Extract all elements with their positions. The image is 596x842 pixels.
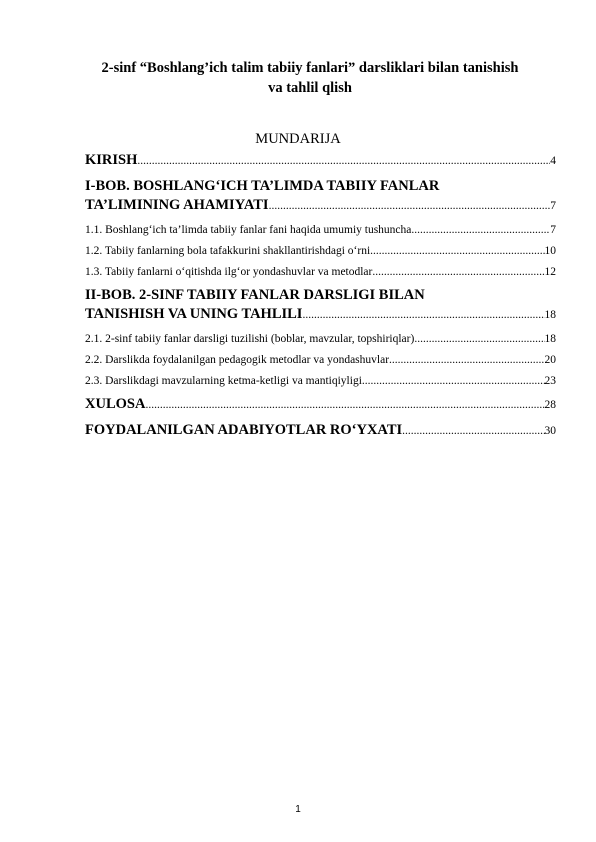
toc-page-number: 20 [544, 354, 556, 366]
toc-entry-title: 1.2. Tabiiy fanlarning bola tafakkurini shakllantirishdagi o‘rni [85, 245, 371, 257]
toc-page-number: 18 [544, 309, 556, 321]
toc-page-number: 12 [544, 266, 556, 278]
toc-page-number: 30 [544, 425, 556, 437]
toc-page-number: 10 [544, 245, 556, 257]
toc-leader-dots [402, 422, 544, 441]
toc-entry-title: 1.1. Boshlang‘ich ta’limda tabiiy fanlar fani haqida umumiy tushuncha [85, 224, 412, 236]
toc-leader-dots [145, 396, 544, 415]
toc-page-number: 7 [550, 224, 556, 236]
toc-entry-title: 1.3. Tabiiy fanlarni o‘qitishda ilg‘or yondashuvlar va metodlar [85, 266, 373, 278]
toc-entry-bob-1[interactable] [85, 177, 556, 216]
toc-entry-2-1[interactable] [85, 329, 556, 350]
document-title [70, 58, 550, 98]
toc-entry-title-line-1: I-BOB. BOSHLANG‘ICH TA’LIMDA TABIIY FANLAR [85, 178, 440, 194]
page-number: 1 [295, 804, 301, 815]
toc-entry-title-line-2: TANISHISH VA UNING TAHLILI [85, 306, 303, 322]
toc-entry-adabiyotlar[interactable] [85, 421, 556, 441]
toc-entry-title: 2.2. Darslikda foydalanilgan pedagogik metodlar va yondashuvlar [85, 354, 390, 366]
toc-page-number: 28 [544, 399, 556, 411]
toc-leader-dots [372, 262, 544, 283]
toc-leader-dots [269, 197, 551, 216]
title-line-2: va tahlil qlish [268, 80, 352, 96]
toc-entry-1-1[interactable] [85, 220, 556, 241]
toc-leader-dots [389, 350, 544, 371]
toc-leader-dots [411, 220, 550, 241]
table-of-contents [85, 151, 556, 441]
toc-page-number: 18 [544, 333, 556, 345]
toc-entry-title: FOYDALANILGAN ADABIYOTLAR RO‘YXATI [85, 422, 403, 438]
title-line-1: 2-sinf “Boshlang’ich talim tabiiy fanlari” darsliklari bilan tanishish [101, 60, 519, 76]
toc-leader-dots [137, 152, 550, 171]
toc-entry-title: XULOSA [85, 396, 146, 412]
toc-entry-title: 2.3. Darslikdagi mavzularning ketma-ketligi va mantiqiyligi [85, 375, 362, 387]
toc-entry-bob-2[interactable] [85, 286, 556, 325]
toc-entry-1-3[interactable] [85, 262, 556, 283]
toc-entry-2-2[interactable] [85, 350, 556, 371]
toc-entry-title-line-1: II-BOB. 2-SINF TABIIY FANLAR DARSLIGI BILAN [85, 287, 425, 303]
toc-leader-dots [362, 371, 545, 392]
toc-leader-dots [370, 241, 544, 262]
toc-page-number: 7 [550, 200, 556, 212]
toc-entry-1-2[interactable] [85, 241, 556, 262]
toc-entry-title-line-2: TA’LIMINING AHAMIYATI [85, 197, 269, 213]
toc-leader-dots [414, 329, 544, 350]
toc-leader-dots [302, 306, 544, 325]
toc-entry-kirish[interactable] [85, 151, 556, 171]
toc-entry-xulosa[interactable] [85, 395, 556, 415]
toc-heading: MUNDARIJA [255, 131, 341, 147]
toc-entry-title: 2.1. 2-sinf tabiiy fanlar darsligi tuzilishi (boblar, mavzular, topshiriqlar) [85, 333, 415, 345]
toc-entry-title: KIRISH [85, 152, 138, 168]
toc-page-number: 4 [550, 155, 556, 167]
toc-entry-2-3[interactable] [85, 371, 556, 392]
toc-page-number: 23 [544, 375, 556, 387]
